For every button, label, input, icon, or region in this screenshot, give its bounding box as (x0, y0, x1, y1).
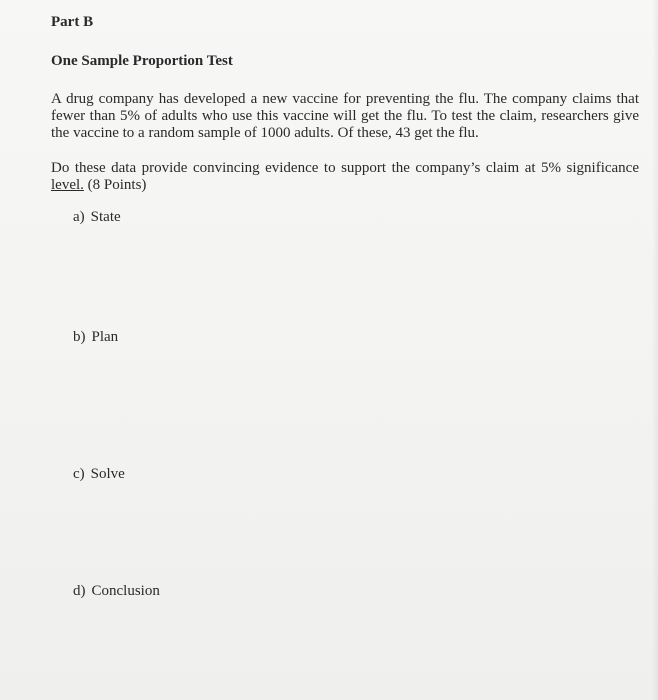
question-text (51, 160, 639, 194)
item-label: State (90, 209, 121, 225)
page-edge-shadow (652, 0, 658, 700)
item-label: Conclusion (91, 583, 160, 599)
question-lead: Do these data provide convincing evidence to support the company’s claim at 5% significance (51, 160, 639, 176)
item-marker: d) (73, 583, 86, 599)
item-label: Plan (91, 329, 119, 345)
list-item-solve (73, 466, 125, 483)
list-item-state (73, 209, 121, 226)
list-item-conclusion (73, 583, 160, 600)
part-heading: Part B (51, 14, 94, 30)
problem-statement: A drug company has developed a new vaccine for preventing the flu. The company claims that fewer than 5% of adults who use this vaccine will get the flu. To test the claim, researchers give the vaccine to a random sample of 1000 adults. Of these, 43 get the flu. (51, 91, 639, 141)
item-marker: b) (73, 329, 86, 345)
list-item-plan (73, 329, 118, 346)
item-label: Solve (90, 466, 125, 482)
points-label: (8 Points) (83, 177, 147, 193)
section-title: One Sample Proportion Test (51, 53, 233, 69)
item-marker: c) (73, 466, 85, 482)
item-marker: a) (73, 209, 85, 225)
level-link[interactable]: level. (51, 177, 84, 193)
